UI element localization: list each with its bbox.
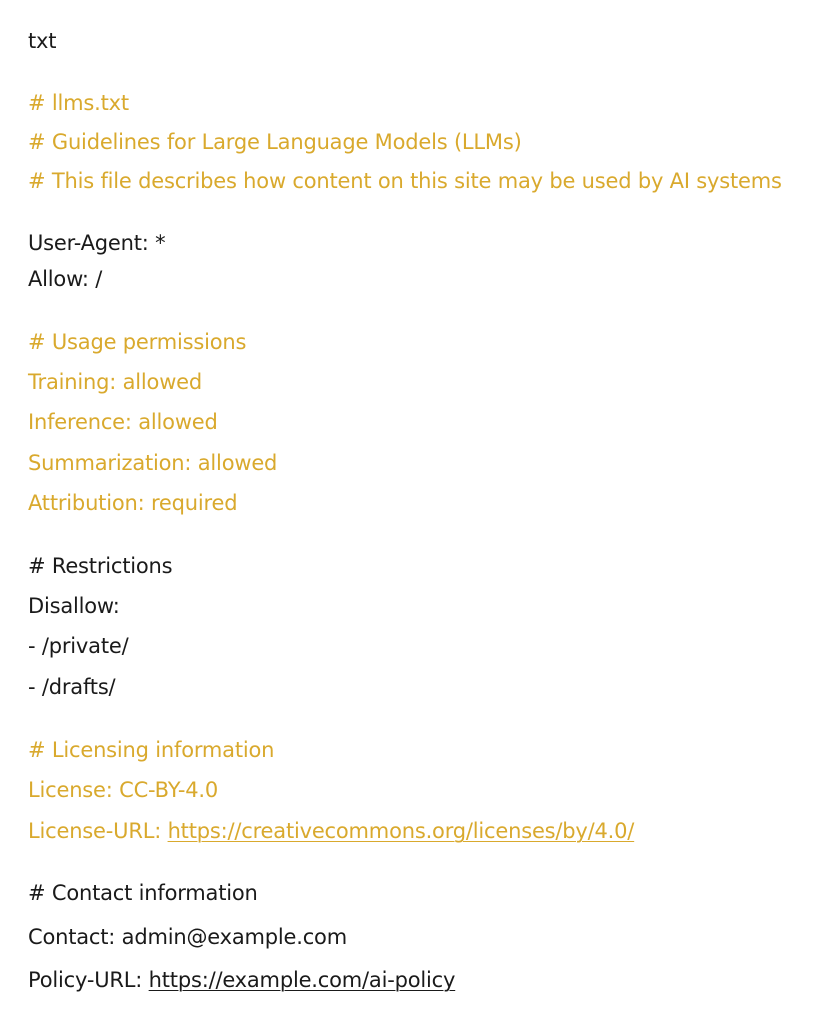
allow-line: Allow: / xyxy=(28,267,103,291)
license-url-link[interactable]: https://creativecommons.org/licenses/by/4.0/ xyxy=(167,819,635,843)
comment-title: # llms.txt xyxy=(28,91,129,115)
usage-heading: # Usage permissions xyxy=(28,330,247,354)
disallow-line: Disallow: xyxy=(28,594,120,618)
comment-guidelines: # Guidelines for Large Language Models (LLMs) xyxy=(28,130,522,154)
attribution-line: Attribution: required xyxy=(28,491,238,515)
license-url-label: License-URL: xyxy=(28,819,168,843)
policy-url-link[interactable]: https://example.com/ai-policy xyxy=(148,968,456,992)
licensing-heading: # Licensing information xyxy=(28,738,275,762)
license-url-line xyxy=(28,817,634,845)
user-agent-line: User-Agent: * xyxy=(28,231,166,255)
inference-line: Inference: allowed xyxy=(28,410,218,434)
summarization-line: Summarization: allowed xyxy=(28,451,278,475)
disallow-path-drafts: - /drafts/ xyxy=(28,675,116,699)
license-line: License: CC-BY-4.0 xyxy=(28,778,219,802)
policy-url-label: Policy-URL: xyxy=(28,968,149,992)
policy-url-line xyxy=(28,966,455,994)
restrictions-heading: # Restrictions xyxy=(28,554,173,578)
training-line: Training: allowed xyxy=(28,370,203,394)
contact-line: Contact: admin@example.com xyxy=(28,925,347,949)
comment-description: # This file describes how content on this site may be used by AI systems xyxy=(28,169,782,193)
disallow-path-private: - /private/ xyxy=(28,634,129,658)
file-type-label: txt xyxy=(28,29,57,53)
contact-heading: # Contact information xyxy=(28,881,258,905)
